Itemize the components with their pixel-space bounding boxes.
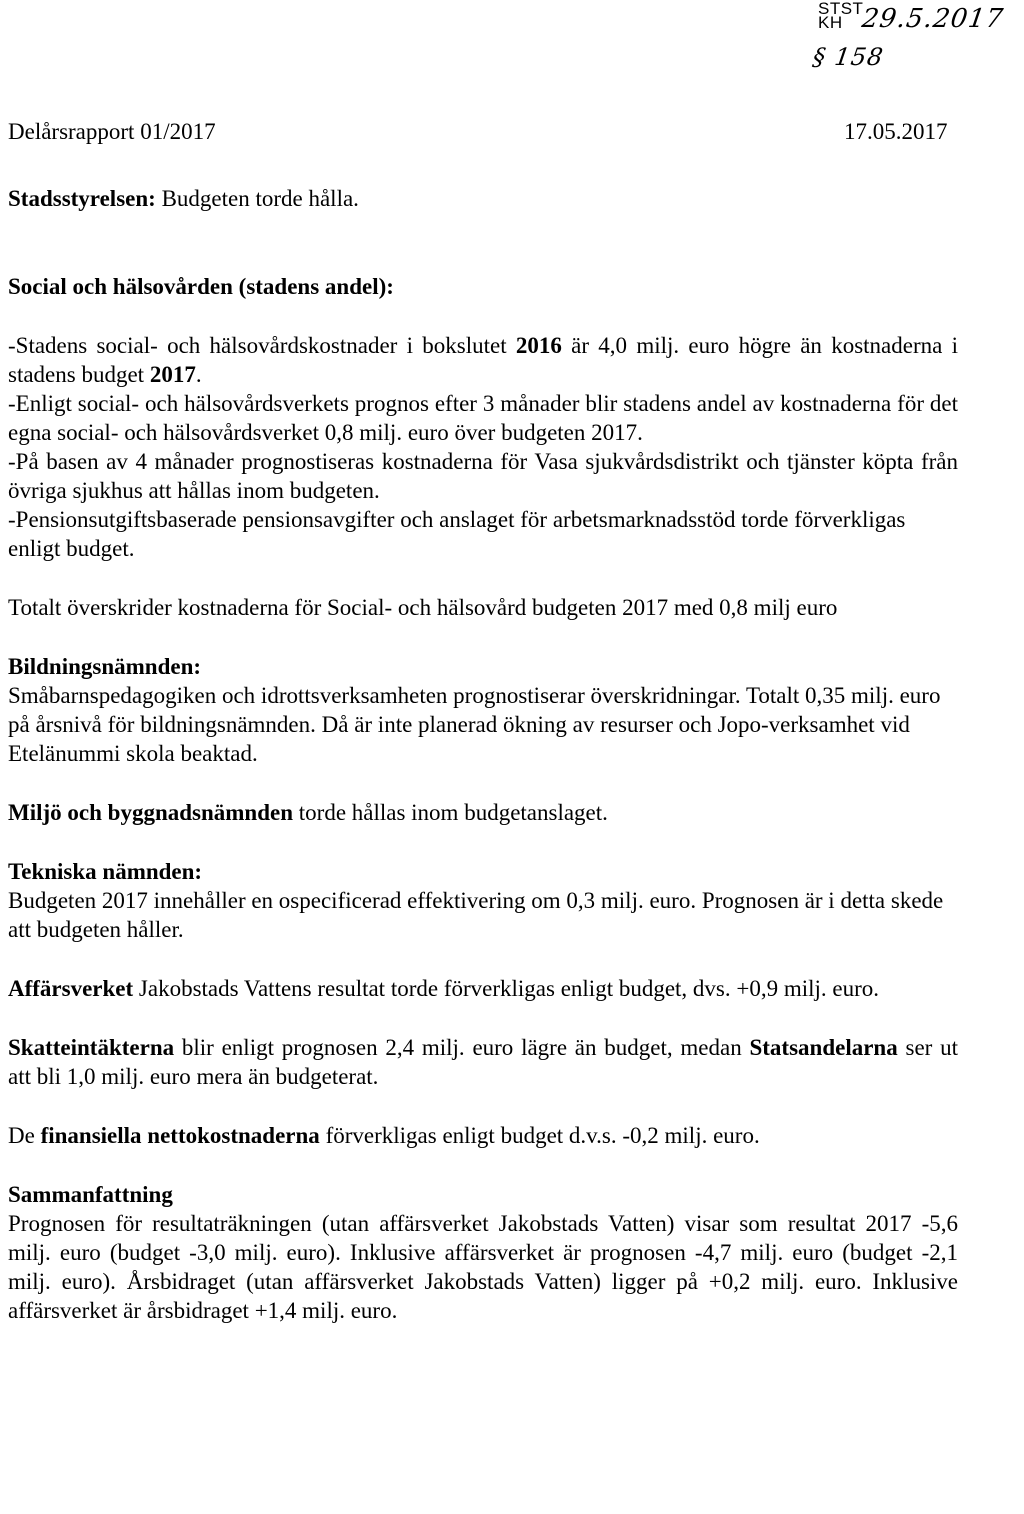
report-date: 17.05.2017 [844, 119, 948, 144]
document-body [8, 184, 958, 1325]
section-stadsstyrelsen [8, 184, 958, 213]
bold-year: 2016 [515, 333, 562, 358]
section-text: ser ut att bli 1,0 milj. euro mera än budgeterat. [8, 1035, 958, 1089]
sammanfattning-text: Prognosen för resultaträkningen (utan affärsverket Jakobstads Vatten) visar som resultat 2017 -5,6 milj. euro (budget -3,0 milj. euro). Inklusive affärsverket är prognosen -4,7 milj. euro (budget -2,1 milj. euro). Årsbidraget (utan affärsverket Jakobstads Vatten) ligger på +0,2 milj. euro. Inklusive affärsverket är årsbidraget +1,4 milj. euro. [8, 1211, 958, 1323]
text-run: -Stadens social- och hälsovårdskostnader i bokslutet [8, 333, 516, 358]
section-text: blir enligt prognosen 2,4 milj. euro lägre än budget, medan [174, 1035, 750, 1060]
section-text: Jakobstads Vattens resultat torde förverkligas enligt budget, dvs. +0,9 milj. euro. [133, 976, 880, 1001]
section-heading: Tekniska nämnden: [8, 859, 203, 884]
section-heading: Affärsverket [8, 976, 134, 1001]
text-run: . [195, 362, 202, 387]
section-heading: Bildningsnämnden: [8, 654, 202, 679]
section-heading-social [8, 272, 958, 301]
section-heading: Stadsstyrelsen: [8, 186, 156, 211]
section-heading: finansiella nettokostnaderna [40, 1123, 320, 1148]
social-paragraph-2: -Enligt social- och hälsovårdsverkets prognos efter 3 månader blir stadens andel av kostnaderna för det egna social- och hälsovårdsverket 0,8 milj. euro över budgeten 2017. [8, 391, 958, 445]
bildning-text: Småbarnspedagogiken och idrottsverksamheten prognostiserar överskridningar. Totalt 0,35 milj. euro på årsnivå för bildningsnämnden. Då är inte planerad ökning av resurser och Jopo-verksamhet vid Etelänummi skola beaktad. [8, 683, 941, 766]
section-text: förverkligas enligt budget d.v.s. -0,2 milj. euro. [319, 1123, 760, 1148]
text-run: är 4,0 milj. euro högre än kostnaderna i stadens budget [8, 333, 958, 387]
social-paragraph-3: -På basen av 4 månader prognostiseras kostnaderna för Vasa sjukvårdsdistrikt och tjänster köpta från övriga sjukhus att hållas inom budgeten. [8, 449, 958, 503]
section-heading: Sammanfattning [8, 1182, 173, 1207]
section-heading: Miljö och byggnadsnämnden [8, 800, 294, 825]
stamp-handwritten-date: 29.5.2017 [859, 4, 1006, 34]
social-paragraph-4: -Pensionsutgiftsbaserade pensionsavgifter och anslaget för arbetsmarknadsstöd torde förverkligas enligt budget. [8, 507, 906, 561]
section-skatteintakter [8, 1033, 958, 1091]
section-heading-bildning [8, 652, 958, 681]
section-text: Budgeten torde hålla. [155, 186, 359, 211]
stamp-handwritten-section: § 158 [811, 43, 886, 71]
report-title: Delårsrapport 01/2017 [8, 119, 216, 144]
tekniska-text: Budgeten 2017 innehåller en ospecificerad effektivering om 0,3 milj. euro. Prognosen är i detta skede att budgeten håller. [8, 888, 944, 942]
stamp-code-line2: KH [818, 13, 843, 32]
section-affarsverket [8, 974, 958, 1003]
archive-stamp [811, 0, 1018, 80]
section-heading-sammanfattning [8, 1180, 958, 1209]
section-heading: Skatteintäkterna [8, 1035, 175, 1060]
text-run: De [8, 1123, 41, 1148]
social-paragraph-1 [8, 331, 958, 389]
section-text: torde hållas inom budgetanslaget. [293, 800, 608, 825]
social-total: Totalt överskrider kostnaderna för Social- och hälsovård budgeten 2017 med 0,8 milj euro [8, 595, 838, 620]
section-heading-tekniska [8, 857, 958, 886]
stamp-code [818, 2, 863, 30]
section-heading: Statsandelarna [749, 1035, 898, 1060]
document-header [8, 117, 1016, 146]
section-finansiella [8, 1121, 958, 1150]
stamp-code-line1: STST [818, 0, 864, 18]
bold-year: 2017 [149, 362, 196, 387]
section-heading: Social och hälsovården (stadens andel): [8, 274, 394, 299]
section-miljo [8, 798, 958, 827]
